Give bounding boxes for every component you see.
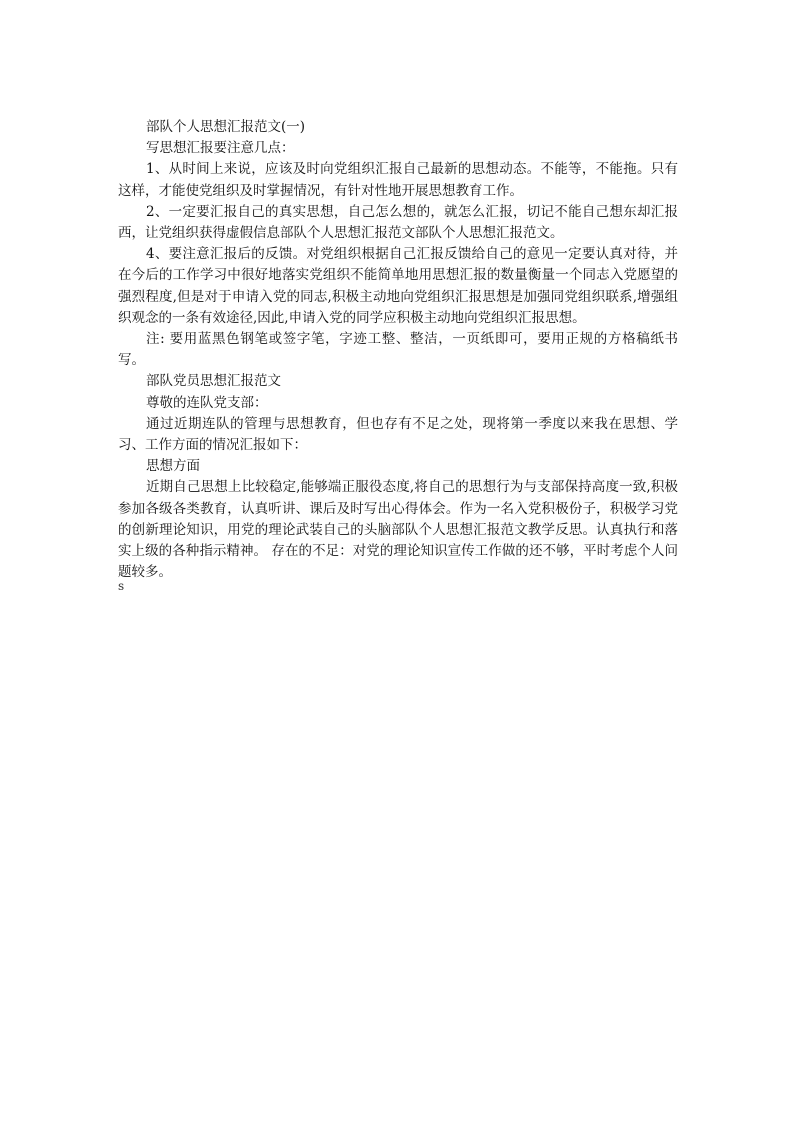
paragraph: 通过近期连队的管理与思想教育，但也存有不足之处，现将第一季度以来我在思想、学习、工作方面的情况汇报如下： bbox=[118, 415, 678, 454]
paragraph: 近期自己思想上比较稳定,能够端正服役态度,将自己的思想行为与支部保持高度一致,积极参加各级各类教育，认真听讲、课后及时写出心得体会。作为一名入党积极份子，积极学习党的创新理论知识，用党的理论武装自己的头脑部队个人思想汇报范文教学反思。认真执行和落实上级的各种指示精神。 存在的不足：对党的理论知识宣传工作做的还不够，平时考虑个人问题较多。 bbox=[118, 479, 678, 581]
article-title: 部队个人思想汇报范文(一) bbox=[146, 119, 306, 135]
paragraph: 2、一定要汇报自己的真实思想，自己怎么想的，就怎么汇报，切记不能自己想东却汇报西，让党组织获得虚假信息部队个人思想汇报范文部队个人思想汇报范文。 bbox=[118, 203, 678, 242]
section-heading: 写思想汇报要注意几点： bbox=[146, 140, 295, 157]
footer-mark: s bbox=[118, 579, 125, 593]
article-title: 部队党员思想汇报范文 bbox=[146, 373, 281, 390]
section-heading: 思想方面 bbox=[146, 458, 200, 475]
salutation: 尊敬的连队党支部： bbox=[146, 394, 268, 411]
paragraph: 4、要注意汇报后的反馈。对党组织根据自己汇报反馈给自己的意见一定要认真对待，并在今后的工作学习中很好地落实党组织不能简单地用思想汇报的数量衡量一个同志入党愿望的强烈程度,但是对于申请入党的同志,积极主动地向党组织汇报思想是加强同党组织联系,增强组织观念的一条有效途径,因此,申请入党的同学应积极主动地向党组织汇报思想。 bbox=[118, 246, 678, 326]
note-paragraph: 注: 要用蓝黑色钢笔或签字笔，字迹工整、整洁，一页纸即可，要用正规的方格稿纸书写。 bbox=[118, 331, 678, 369]
paragraph: 1、从时间上来说，应该及时向党组织汇报自己最新的思想动态。不能等，不能拖。只有这样，才能使党组织及时掌握情况，有针对性地开展思想教育工作。 bbox=[118, 161, 678, 199]
document-body bbox=[118, 117, 678, 583]
